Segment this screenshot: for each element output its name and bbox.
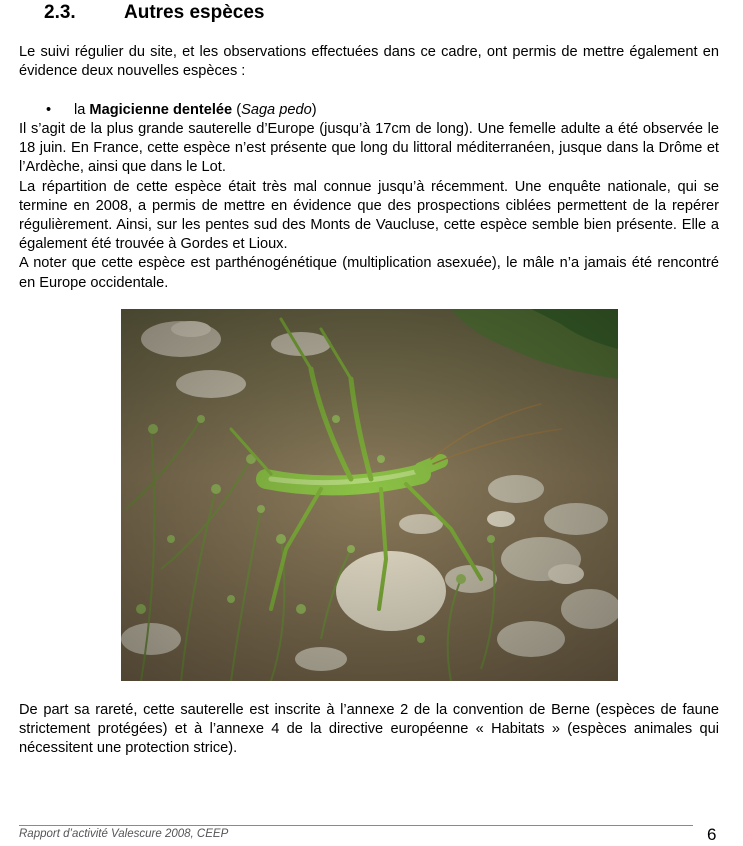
footer-report-title: Rapport d’activité Valescure 2008, CEEP (19, 828, 229, 840)
species-common-name: Magicienne dentelée (89, 102, 233, 118)
footer-divider (19, 825, 693, 826)
species-bullet-line (46, 101, 726, 120)
species-prefix: la (74, 102, 90, 118)
species-paragraph-1: Il s’agit de la plus grande sauterelle d’Europe (jusqu’à 17cm de long). Une femelle adulte a été observée le 18 juin. En France, cette espèce n’est présente que long du littoral méditerranéen, jusque dans la Drôme et l’Ardèche, ainsi que dans le Lot. (19, 121, 719, 176)
saga-pedo-photo (121, 309, 618, 681)
intro-paragraph: Le suivi régulier du site, et les observations effectuées dans ce cadre, ont permis de mettre également en évidence deux nouvelles espèces : (19, 44, 719, 80)
protection-paragraph: De part sa rareté, cette sauterelle est inscrite à l’annexe 2 de la convention de Berne (espèces de faune strictement protégées) et à l’annexe 4 de la directive européenne « Habitats » (espèces animales qui nécessitent une protection strice). (19, 702, 719, 757)
species-latin-name: Saga pedo (241, 102, 312, 118)
species-description (19, 120, 719, 293)
page-number: 6 (707, 825, 717, 844)
section-title: Autres espèces (124, 2, 265, 23)
section-number: 2.3. (44, 2, 76, 23)
section-heading (44, 2, 264, 24)
species-open-paren: ( (232, 102, 242, 118)
species-paragraph-2: La répartition de cette espèce était très mal connue jusqu’à récemment. Une enquête nationale, qui se termine en 2008, a permis de mettre en évidence que des prospections ciblées permettent de la repérer régulièrement. Ainsi, sur les pentes sud des Monts de Vaucluse, cette espèce semble bien présente. Elle a également été trouvée à Gordes et Lioux. (19, 178, 719, 253)
species-paragraph-3: A noter que cette espèce est parthénogénétique (multiplication asexuée), le mâle n’a jamais été rencontré en Europe occidentale. (19, 255, 719, 291)
species-close-paren: ) (311, 102, 317, 118)
bullet-icon: • (46, 102, 52, 118)
